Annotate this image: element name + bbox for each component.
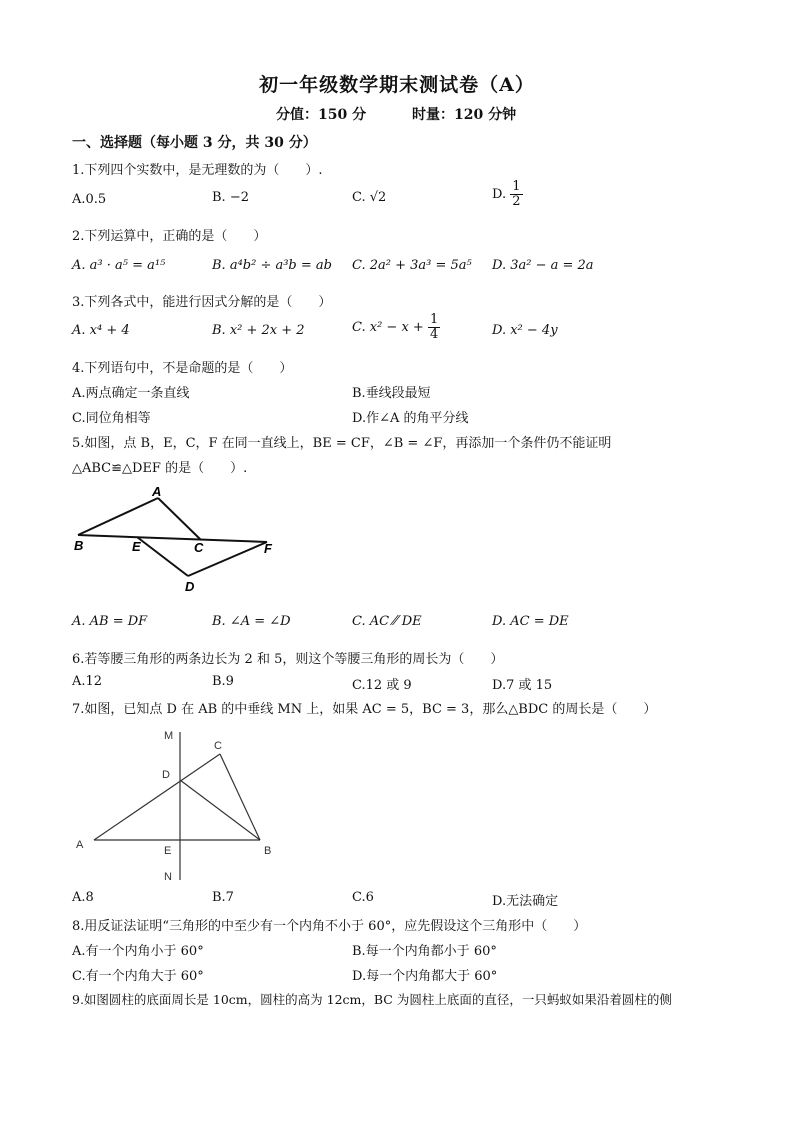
q2-option-d: D. 3a² − a = 2a — [492, 258, 594, 273]
q1-option-d-fraction — [510, 180, 522, 209]
q3-option-c — [352, 313, 440, 342]
q8-option-a: A.有一个内角小于 60° — [72, 944, 204, 959]
q8-option-b: B.每一个内角都小于 60° — [352, 944, 497, 959]
q1-d-numerator: 1 — [512, 179, 521, 194]
q4-option-a: A.两点确定一条直线 — [72, 386, 190, 401]
q5-label-d: D — [185, 579, 195, 594]
question-1-stem: 1.下列四个实数中，是无理数的为（ ）. — [72, 163, 323, 178]
q6-option-b: B.9 — [212, 674, 234, 689]
q7-label-a: A — [76, 839, 84, 851]
q5-label-b: B — [74, 538, 84, 553]
q3-option-a: A. x⁴ + 4 — [72, 323, 130, 338]
q1-option-d-label: D. — [492, 187, 507, 202]
q7-option-d: D.无法确定 — [492, 894, 559, 909]
q5-label-f: F — [264, 541, 272, 556]
q5-label-e: E — [132, 539, 141, 554]
q5-label-c: C — [194, 540, 204, 555]
q8-option-d: D.每一个内角都大于 60° — [352, 969, 498, 984]
q7-option-a: A.8 — [72, 890, 94, 905]
q7-label-d: D — [162, 769, 170, 781]
q5-line-bf — [78, 535, 267, 542]
q6-option-d: D.7 或 15 — [492, 678, 553, 693]
q7-segment-db — [180, 780, 260, 840]
q5-option-a: A. AB = DF — [72, 614, 148, 629]
question-5-stem-line1: 5.如图，点 B，E，C，F 在同一直线上，BE = CF，∠B = ∠F，再添加一个条件仍不能证明 — [72, 436, 612, 451]
q1-option-b: B. −2 — [212, 190, 249, 205]
q2-option-c: C. 2a² + 3a³ = 5a⁵ — [352, 258, 472, 273]
q5-label-a: A — [152, 484, 162, 499]
q7-label-b: B — [264, 845, 272, 857]
q1-option-d — [492, 180, 523, 209]
q7-segment-ac — [94, 754, 220, 840]
q7-label-e: E — [164, 845, 172, 857]
q1-option-a: A.0.5 — [72, 192, 107, 207]
q7-option-b: B.7 — [212, 890, 234, 905]
q7-label-m: M — [164, 730, 174, 742]
q1-d-denominator: 2 — [512, 194, 521, 209]
section-heading-choice: 一、选择题（每小题 3 分，共 30 分） — [72, 135, 317, 151]
score-info: 分值：150 分 — [276, 107, 367, 123]
q5-segment-ed — [137, 537, 188, 576]
q5-figure — [70, 484, 290, 599]
q3-option-b: B. x² + 2x + 2 — [212, 323, 305, 338]
q1-option-c-sqrt: √2 — [369, 190, 387, 205]
q5-segment-ac — [158, 498, 201, 540]
q3-option-d: D. x² − 4y — [492, 323, 558, 338]
question-6-stem: 6.若等腰三角形的两条边长为 2 和 5，则这个等腰三角形的周长为（ ） — [72, 652, 504, 667]
question-4-stem: 4.下列语句中，不是命题的是（ ） — [72, 361, 293, 376]
q3-option-c-fraction — [428, 313, 440, 342]
q3-option-c-expr: C. x² − x + — [352, 320, 428, 335]
q7-segment-cb — [220, 754, 260, 840]
q7-figure — [70, 722, 290, 887]
q1-option-c-label: C. — [352, 190, 366, 205]
question-9-stem: 9.如图圆柱的底面周长是 10cm，圆柱的高为 12cm，BC 为圆柱上底面的直径，一只蚂蚁如果沿着圆柱的侧 — [72, 992, 672, 1007]
q7-label-n: N — [164, 871, 172, 883]
time-info: 时量：120 分钟 — [412, 107, 517, 123]
q8-option-c: C.有一个内角大于 60° — [72, 969, 204, 984]
q6-option-c: C.12 或 9 — [352, 678, 412, 693]
q6-option-a: A.12 — [72, 674, 103, 689]
question-3-stem: 3.下列各式中，能进行因式分解的是（ ） — [72, 295, 332, 310]
q5-option-b: B. ∠A = ∠D — [212, 614, 291, 629]
question-5-stem-line2: △ABC≌△DEF 的是（ ）. — [72, 461, 248, 476]
q3-c-denominator: 4 — [429, 327, 439, 342]
q4-option-c: C.同位角相等 — [72, 411, 151, 426]
q5-option-c: C. AC ⁄⁄ DE — [352, 614, 422, 629]
q3-c-numerator: 1 — [429, 312, 439, 327]
q2-option-b: B. a⁴b² ÷ a³b = ab — [212, 258, 332, 273]
q5-option-d: D. AC = DE — [492, 614, 569, 629]
page-title: 初一年级数学期末测试卷（A） — [259, 74, 535, 96]
q1-option-c — [352, 190, 386, 205]
q7-label-c: C — [214, 740, 222, 752]
question-8-stem: 8.用反证法证明“三角形的中至少有一个内角不小于 60°，应先假设这个三角形中（ ） — [72, 919, 587, 934]
q7-option-c: C.6 — [352, 890, 374, 905]
question-2-stem: 2.下列运算中，正确的是（ ） — [72, 229, 267, 244]
q5-segment-ab — [78, 498, 158, 535]
question-7-stem: 7.如图，已知点 D 在 AB 的中垂线 MN 上，如果 AC = 5，BC = 3，那么△BDC 的周长是（ ） — [72, 702, 657, 717]
q4-option-d: D.作∠A 的角平分线 — [352, 411, 469, 426]
q2-option-a: A. a³ · a⁵ = a¹⁵ — [72, 258, 166, 273]
q4-option-b: B.垂线段最短 — [352, 386, 431, 401]
